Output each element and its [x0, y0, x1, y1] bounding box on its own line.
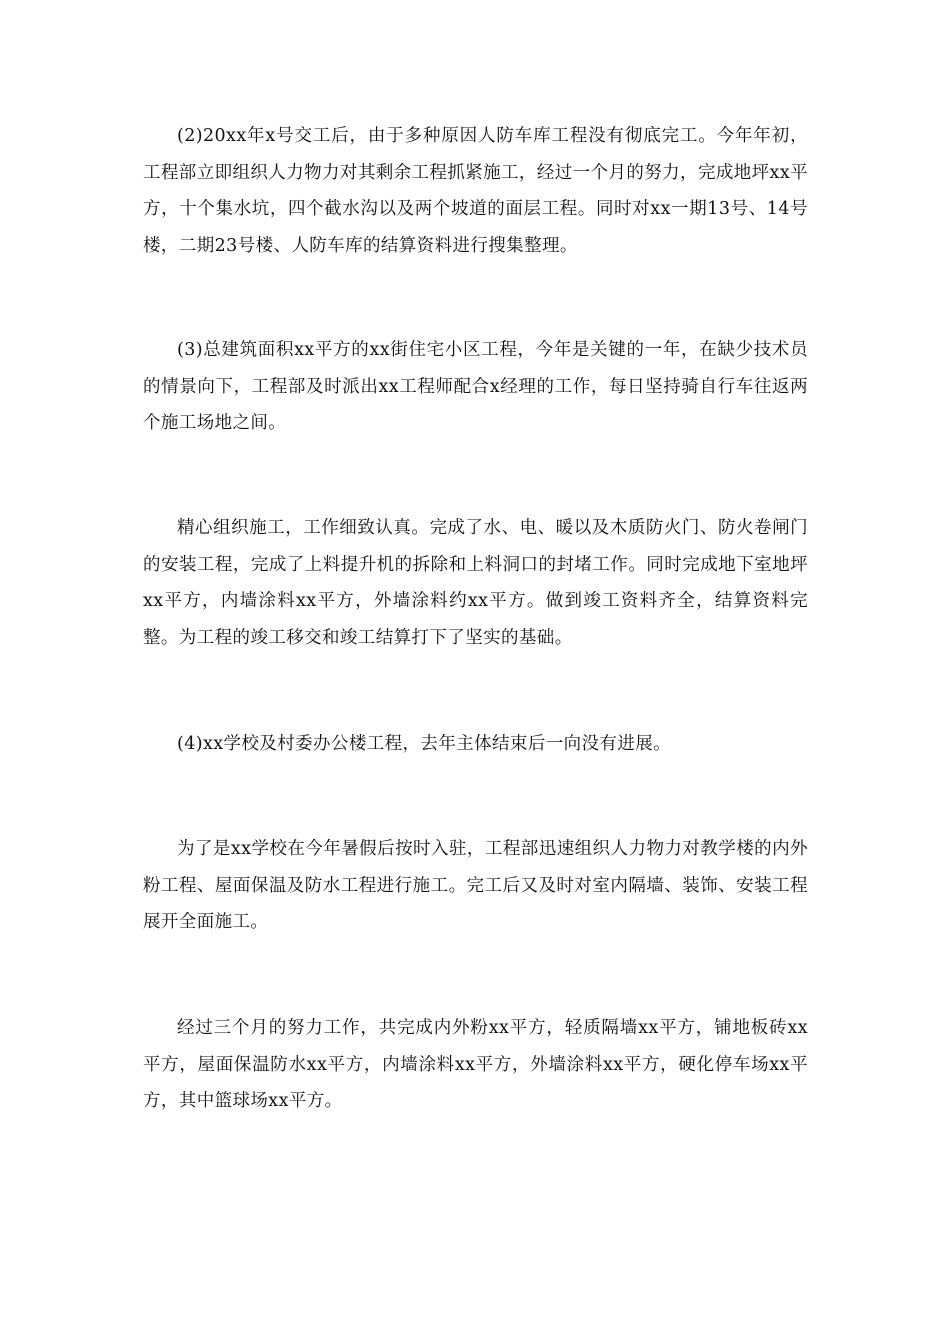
paragraph-item-3: (3)总建筑面积xx平方的xx街住宅小区工程，今年是关键的一年，在缺少技术员的情景向下，工程部及时派出xx工程师配合x经理的工作，每日坚持骑自行车往返两个施工场地之间。 [143, 340, 808, 433]
paragraph-item-2: (2)20xx年x号交工后，由于多种原因人防车库工程没有彻底完工。今年年初，工程部立即组织人力物力对其剩余工程抓紧施工，经过一个月的努力，完成地坪xx平方，十个集水坑，四个截水沟以及两个坡道的面层工程。同时对xx一期13号、14号楼，二期23号楼、人防车库的结算资料进行搜集整理。 [143, 126, 808, 256]
paragraph-completed-work: 经过三个月的努力工作，共完成内外粉xx平方，轻质隔墙xx平方，铺地板砖xx平方，屋面保温防水xx平方，内墙涂料xx平方，外墙涂料xx平方，硬化停车场xx平方，其中篮球场xx平方。 [143, 1018, 808, 1111]
paragraph-item-4: (4)xx学校及村委办公楼工程，去年主体结束后一向没有进展。 [177, 734, 672, 754]
paragraph-school-construction: 为了是xx学校在今年暑假后按时入驻，工程部迅速组织人力物力对教学楼的内外粉工程、屋面保温及防水工程进行施工。完工后又及时对室内隔墙、装饰、安装工程展开全面施工。 [143, 839, 808, 932]
paragraph-construction-work: 精心组织施工，工作细致认真。完成了水、电、暖以及木质防火门、防火卷闸门的安装工程，完成了上料提升机的拆除和上料洞口的封堵工作。同时完成地下室地坪xx平方，内墙涂料xx平方，外墙涂料约xx平方。做到竣工资料齐全，结算资料完整。为工程的竣工移交和竣工结算打下了坚实的基础。 [143, 518, 808, 648]
